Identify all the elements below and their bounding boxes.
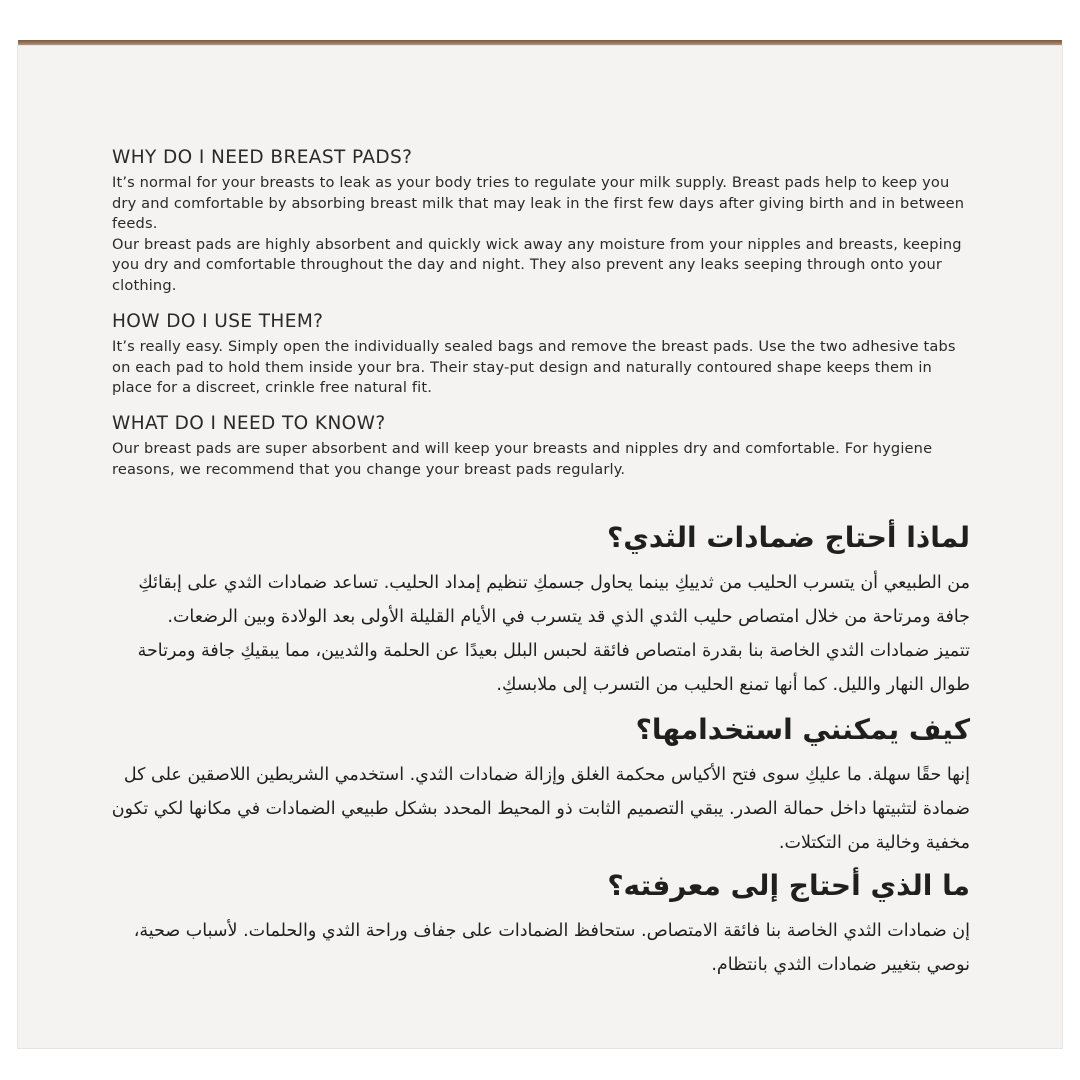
ar-paragraph-why-1: من الطبيعي أن يتسرب الحليب من ثدييكِ بينما يحاول جسمكِ تنظيم إمداد الحليب. تساعد ضمادات الثدي على إبقائكِ جافة ومرتاحة من خلال امتصاص حليب الثدي الذي قد يتسرب في الأيام القليلة الأولى بعد الولادة وبين الرضعات.: [138, 573, 970, 627]
en-section-how: [112, 310, 972, 399]
ar-section-how: [100, 710, 970, 860]
en-heading-know: WHAT DO I NEED TO KNOW?: [112, 413, 386, 434]
en-section-why: [112, 146, 972, 297]
ar-heading-why: لماذا أحتاج ضمادات الثدي؟: [607, 521, 970, 554]
ar-paragraph-how: إنها حقًا سهلة. ما عليكِ سوى فتح الأكياس محكمة الغلق وإزالة ضمادات الثدي. استخدمي الشريطين اللاصقين على كل ضمادة لتثبيتها داخل حمالة الصدر. يبقي التصميم الثابت ذو المحيط المحدد بشكل طبيعي الضمادات في مكانها لكي تكون مخفية وخالية من التكتلات.: [111, 765, 970, 853]
ar-paragraph-know: إن ضمادات الثدي الخاصة بنا فائقة الامتصاص. ستحافظ الضمادات على جفاف وراحة الثدي والحلمات. لأسباب صحية، نوصي بتغيير ضمادات الثدي بانتظام.: [133, 921, 970, 975]
en-paragraph-why-2: Our breast pads are highly absorbent and quickly wick away any moisture from your nipples and breasts, keeping you dry and comfortable throughout the day and night. They also prevent any leaks seeping through onto your clothing.: [112, 235, 962, 294]
ar-section-why: [100, 518, 970, 702]
en-heading-why: WHY DO I NEED BREAST PADS?: [112, 147, 413, 168]
en-heading-how: HOW DO I USE THEM?: [112, 311, 324, 332]
ar-paragraph-why-2: تتميز ضمادات الثدي الخاصة بنا بقدرة امتصاص فائقة لحبس البلل بعيدًا عن الحلمة والثديين، مما يبقيكِ جافة ومرتاحة طوال النهار والليل. كما أنها تمنع الحليب من التسرب إلى ملابسكِ.: [137, 641, 970, 695]
en-section-know: [112, 412, 972, 480]
ar-section-know: [100, 866, 970, 982]
ar-heading-how: كيف يمكنني استخدامها؟: [635, 713, 970, 746]
en-paragraph-how: It’s really easy. Simply open the individually sealed bags and remove the breast pads. Use the two adhesive tabs on each pad to hold them inside your bra. Their stay-put design and naturally contoured shape keeps them in place for a discreet, crinkle free natural fit.: [112, 338, 956, 397]
en-paragraph-why-1: It’s normal for your breasts to leak as your body tries to regulate your milk supply. Breast pads help to keep you dry and comfortable by absorbing breast milk that may leak in the first few days after giving birth and in between feeds.: [112, 174, 965, 233]
ar-heading-know: ما الذي أحتاج إلى معرفته؟: [607, 869, 970, 902]
en-paragraph-know: Our breast pads are super absorbent and will keep your breasts and nipples dry and comfortable. For hygiene reasons, we recommend that you change your breast pads regularly.: [112, 440, 933, 478]
